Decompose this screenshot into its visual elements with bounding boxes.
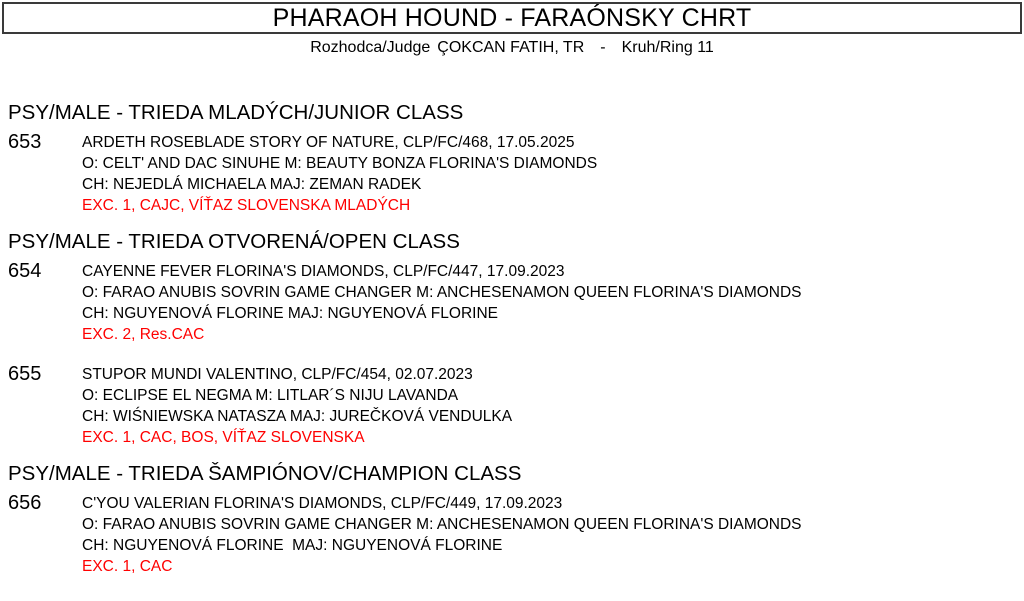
entry-details bbox=[82, 493, 1016, 577]
result-line: EXC. 1, CAC bbox=[82, 558, 173, 575]
entry-653 bbox=[8, 132, 1016, 216]
parents-line: O: CELT' AND DAC SINUHE M: BEAUTY BONZA FLORINA'S DIAMONDS bbox=[82, 155, 598, 172]
separator-dash: - bbox=[600, 39, 606, 56]
breeder-owner-line: CH: WIŚNIEWSKA NATASZA MAJ: JUREČKOVÁ VENDULKA bbox=[82, 408, 513, 425]
class-header-open: PSY/MALE - TRIEDA OTVORENÁ/OPEN CLASS bbox=[8, 230, 460, 253]
breeder-owner-line: CH: NEJEDLÁ MICHAELA MAJ: ZEMAN RADEK bbox=[82, 176, 422, 193]
parents-line: O: ECLIPSE EL NEGMA M: LITLAR´S NIJU LAVANDA bbox=[82, 387, 459, 404]
dog-name-line: CAYENNE FEVER FLORINA'S DIAMONDS, CLP/FC/447, 17.09.2023 bbox=[82, 263, 565, 280]
entry-details bbox=[82, 261, 1016, 345]
entry-details bbox=[82, 132, 1016, 216]
result-line: EXC. 2, Res.CAC bbox=[82, 326, 205, 343]
dog-name-line: STUPOR MUNDI VALENTINO, CLP/FC/454, 02.07.2023 bbox=[82, 366, 473, 383]
judge-label: Rozhodca/Judge bbox=[310, 39, 431, 56]
entry-654 bbox=[8, 261, 1016, 345]
result-line: EXC. 1, CAJC, VÍŤAZ SLOVENSKA MLADÝCH bbox=[82, 197, 411, 214]
catalog-number: 654 bbox=[8, 260, 42, 282]
catalog-page bbox=[0, 2, 1024, 577]
breed-title: PHARAOH HOUND - FARAÓNSKY CHRT bbox=[272, 4, 752, 32]
parents-line: O: FARAO ANUBIS SOVRIN GAME CHANGER M: ANCHESENAMON QUEEN FLORINA'S DIAMONDS bbox=[82, 284, 802, 301]
judge-line bbox=[0, 38, 1024, 57]
catalog-number: 656 bbox=[8, 492, 42, 514]
catalog-number: 653 bbox=[8, 131, 42, 153]
judge-name: ÇOKCAN FATIH, TR bbox=[437, 39, 585, 56]
class-header-junior: PSY/MALE - TRIEDA MLADÝCH/JUNIOR CLASS bbox=[8, 101, 464, 124]
breeder-owner-line: CH: NGUYENOVÁ FLORINE MAJ: NGUYENOVÁ FLORINE bbox=[82, 305, 498, 322]
class-header-champion: PSY/MALE - TRIEDA ŠAMPIÓNOV/CHAMPION CLASS bbox=[8, 462, 522, 485]
entry-details bbox=[82, 364, 1016, 448]
dog-name-line: C'YOU VALERIAN FLORINA'S DIAMONDS, CLP/FC/449, 17.09.2023 bbox=[82, 495, 563, 512]
breeder-owner-line: CH: NGUYENOVÁ FLORINE MAJ: NGUYENOVÁ FLORINE bbox=[82, 537, 503, 554]
catalog-number: 655 bbox=[8, 363, 42, 385]
breed-title-box bbox=[2, 2, 1022, 34]
result-line: EXC. 1, CAC, BOS, VÍŤAZ SLOVENSKA bbox=[82, 429, 365, 446]
dog-name-line: ARDETH ROSEBLADE STORY OF NATURE, CLP/FC/468, 17.05.2025 bbox=[82, 134, 575, 151]
entry-655 bbox=[8, 364, 1016, 448]
parents-line: O: FARAO ANUBIS SOVRIN GAME CHANGER M: ANCHESENAMON QUEEN FLORINA'S DIAMONDS bbox=[82, 516, 802, 533]
results-content bbox=[0, 100, 1024, 577]
entry-656 bbox=[8, 493, 1016, 577]
ring-label: Kruh/Ring 11 bbox=[621, 39, 714, 56]
